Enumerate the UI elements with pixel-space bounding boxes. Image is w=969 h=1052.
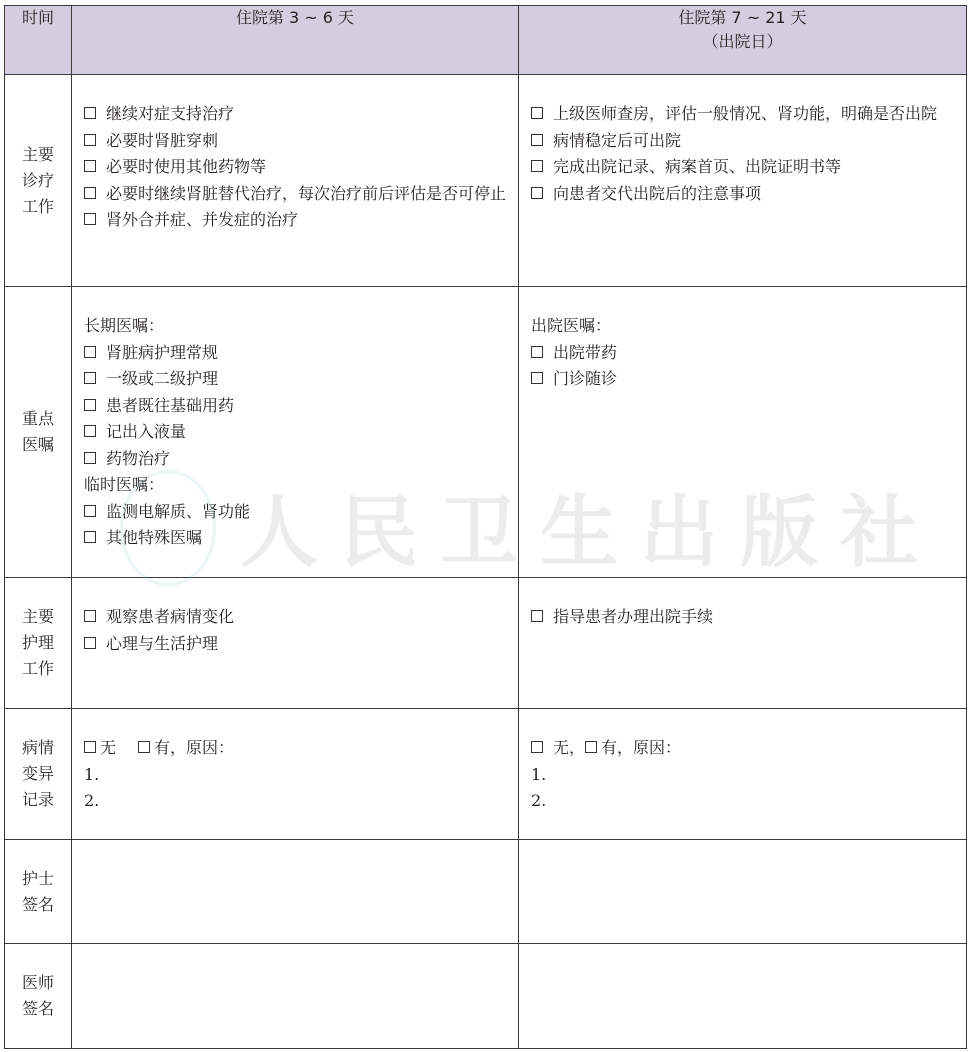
checklist-item[interactable]: [531, 340, 956, 367]
checklist-text: 肾外合并症、并发症的治疗: [106, 210, 299, 229]
checklist-item[interactable]: [84, 340, 508, 367]
nurse-signature-field-1[interactable]: [72, 840, 519, 944]
checkbox[interactable]: [84, 531, 96, 543]
label-line: 重点: [21, 409, 54, 428]
reason-line-1[interactable]: 1.: [84, 764, 100, 784]
checklist-text: 患者既往基础用药: [106, 395, 235, 415]
label-line: 诊疗: [21, 170, 54, 190]
variation-options: [531, 735, 956, 762]
checkbox[interactable]: [84, 160, 96, 172]
checkbox[interactable]: [84, 425, 96, 437]
doctor-signature-field-2[interactable]: [519, 944, 967, 1049]
checklist-text: 一级或二级护理: [106, 369, 219, 388]
checklist-text: 门诊随诊: [553, 369, 618, 388]
label-line: 工作: [21, 196, 54, 216]
nursing-col1: [72, 578, 519, 709]
variation-col2: [519, 709, 967, 840]
checklist-text: 药物治疗: [106, 448, 171, 468]
variation-col1: [72, 709, 519, 840]
checkbox[interactable]: [84, 134, 96, 146]
checkbox[interactable]: [84, 452, 96, 464]
nursing-row: [5, 578, 967, 709]
nursing-col2: [519, 578, 967, 709]
checkbox[interactable]: [531, 372, 543, 384]
label-line: 病情: [21, 738, 54, 757]
checklist-item[interactable]: [531, 128, 956, 155]
checkbox[interactable]: [84, 187, 96, 199]
variation-options: [84, 735, 508, 762]
label-line: 医嘱: [21, 435, 54, 454]
checklist-item[interactable]: [84, 101, 508, 128]
checkbox[interactable]: [531, 134, 543, 146]
checkbox[interactable]: [531, 107, 543, 119]
checklist-item[interactable]: [84, 128, 508, 155]
day3-6-header: 住院第 3 ~ 6 天: [72, 6, 519, 75]
day7-21-title: 住院第 7 ~ 21 天: [678, 8, 807, 27]
checklist-text: 必要时肾脏穿刺: [106, 130, 219, 150]
variation-row: [5, 709, 967, 840]
day7-21-header: [519, 6, 967, 75]
discharge-day-subtitle: （出院日）: [702, 32, 783, 51]
checklist-item[interactable]: [84, 499, 508, 526]
checkbox[interactable]: [84, 372, 96, 384]
clinical-pathway-page: [4, 5, 966, 1048]
checklist-text: 监测电解质、肾功能: [106, 501, 251, 521]
checkbox[interactable]: [531, 187, 543, 199]
label-line: 工作: [21, 659, 54, 678]
nurse-signature-field-2[interactable]: [519, 840, 967, 944]
variation-label: [5, 709, 72, 840]
checklist-item[interactable]: [84, 366, 508, 393]
checkbox[interactable]: [138, 741, 150, 753]
checkbox[interactable]: [84, 505, 96, 517]
checklist-item[interactable]: [84, 525, 508, 552]
checkbox[interactable]: [84, 346, 96, 358]
checklist-item[interactable]: [84, 154, 508, 181]
doctor-signature-field-1[interactable]: [72, 944, 519, 1049]
clinical-pathway-table: [4, 5, 967, 1049]
diagnosis-col1: [72, 75, 519, 287]
doctor-signature-row: [5, 944, 967, 1049]
publisher-watermark: 人民卫生出版社: [240, 487, 941, 578]
checklist-text: 上级医师查房，评估一般情况、肾功能，明确是否出院: [553, 104, 938, 123]
label-line: 医师: [21, 973, 54, 992]
checklist-text: 观察患者病情变化: [106, 607, 235, 626]
checklist-item[interactable]: [531, 181, 956, 208]
checklist-text: 完成出院记录、病案首页、出院证明书等: [553, 157, 842, 176]
nurse-signature-label: [5, 840, 72, 944]
checklist-item[interactable]: [84, 446, 508, 473]
checklist-item[interactable]: [84, 604, 508, 631]
reason-line-2[interactable]: 2.: [531, 791, 547, 810]
label-line: 护士: [21, 868, 54, 888]
checklist-item[interactable]: [84, 181, 508, 208]
orders-label: [5, 287, 72, 578]
checklist-text: 病情稳定后可出院: [553, 130, 682, 150]
doctor-signature-label: [5, 944, 72, 1049]
checkbox[interactable]: [84, 610, 96, 622]
reason-line-2[interactable]: 2.: [84, 791, 100, 810]
temporary-orders-title: 临时医嘱：: [84, 475, 165, 494]
checkbox[interactable]: [84, 637, 96, 649]
checklist-text: 继续对症支持治疗: [106, 104, 235, 123]
reason-line-1[interactable]: 1.: [531, 764, 547, 784]
option-yes-label: 有，原因：: [154, 738, 235, 757]
option-yes[interactable]: [585, 735, 681, 762]
checklist-item[interactable]: [531, 604, 956, 631]
option-none[interactable]: [84, 735, 116, 762]
checkbox[interactable]: [531, 610, 543, 622]
checklist-item[interactable]: [531, 101, 956, 128]
nurse-signature-row: [5, 840, 967, 944]
orders-row: [5, 287, 967, 578]
checklist-text: 心理与生活护理: [106, 633, 219, 653]
checkbox[interactable]: [531, 160, 543, 172]
diagnosis-row: [5, 75, 967, 287]
checklist-text: 指导患者办理出院手续: [553, 607, 714, 626]
option-yes[interactable]: [138, 735, 234, 762]
checkbox[interactable]: [585, 741, 597, 753]
nursing-label: [5, 578, 72, 709]
diagnosis-col2: [519, 75, 967, 287]
checklist-text: 必要时继续肾脏替代治疗，每次治疗前后评估是否可停止: [106, 183, 507, 203]
checkbox[interactable]: [84, 107, 96, 119]
discharge-orders-title: 出院医嘱：: [531, 316, 612, 335]
checklist-item[interactable]: [84, 207, 508, 234]
orders-col1: [72, 287, 519, 578]
checklist-item[interactable]: [84, 419, 508, 446]
label-line: 签名: [21, 894, 54, 914]
option-none-label: 无，: [553, 738, 586, 757]
time-header: 时间: [5, 6, 72, 75]
checkbox[interactable]: [84, 213, 96, 225]
long-term-orders-title: 长期医嘱：: [84, 316, 165, 335]
option-yes-label: 有，原因：: [601, 738, 682, 757]
checklist-item[interactable]: [84, 631, 508, 658]
checklist-text: 必要时使用其他药物等: [106, 157, 267, 176]
label-line: 护理: [21, 633, 54, 652]
label-line: 变异: [21, 764, 54, 783]
checklist-text: 肾脏病护理常规: [106, 342, 219, 362]
header-row: [5, 6, 967, 75]
checkbox[interactable]: [84, 399, 96, 411]
label-line: 签名: [21, 999, 54, 1018]
option-none[interactable]: [531, 735, 585, 762]
checklist-text: 出院带药: [553, 342, 618, 362]
label-line: 主要: [21, 144, 54, 164]
option-none-label: 无: [100, 738, 117, 757]
checklist-text: 向患者交代出院后的注意事项: [553, 183, 762, 203]
checklist-item[interactable]: [84, 393, 508, 420]
checklist-text: 其他特殊医嘱: [106, 528, 203, 547]
checkbox[interactable]: [531, 741, 543, 753]
label-line: 主要: [21, 607, 54, 626]
diagnosis-label: [5, 75, 72, 287]
checklist-text: 记出入液量: [106, 422, 187, 441]
orders-col2: [519, 287, 967, 578]
checklist-item[interactable]: [531, 366, 956, 393]
checkbox[interactable]: [84, 741, 96, 753]
label-line: 记录: [21, 790, 54, 809]
checklist-item[interactable]: [531, 154, 956, 181]
checkbox[interactable]: [531, 346, 543, 358]
